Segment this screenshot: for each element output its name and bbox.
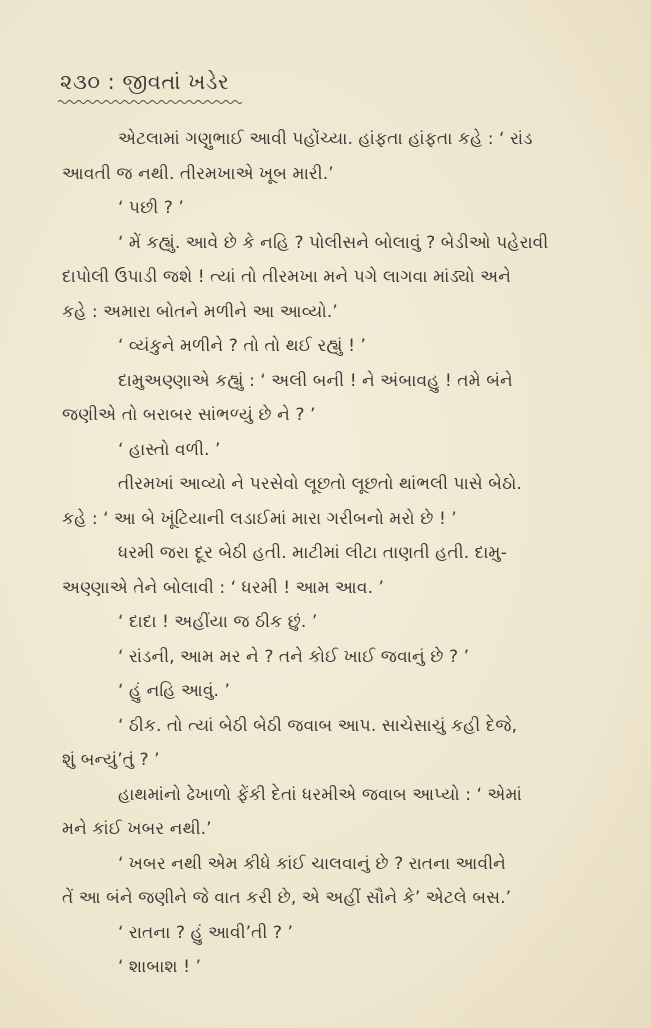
text-line: કહે : ‘ આ બે ખૂંટિયાની લડાઈમાં મારા ગરીબનો મરો છે ! ’	[62, 508, 457, 529]
text-line: ‘ વ્યંકુને મળીને ? તો તો થઈ રહ્યું ! ’	[118, 336, 366, 356]
text-line: અણ્ણાએ તેને બોલાવી : ‘ ધરમી ! આમ આવ. ’	[62, 577, 385, 598]
running-header	[60, 70, 229, 95]
text-line: ‘ શાબાશ ! ’	[118, 957, 201, 977]
text-line: શું બન્યું’તું ? ’	[62, 750, 160, 770]
text-line: ધરમી જરા દૂર બેઠી હતી. માટીમાં લીટા તાણતી હતી. દામુ-	[118, 543, 507, 563]
text-line: મને કાંઈ ખબર નથી.’	[62, 819, 212, 839]
text-line: ‘ ઠીક. તો ત્યાં બેઠી બેઠી જવાબ આપ. સાચેસાચું કહી દેજે,	[118, 715, 518, 736]
book-title: જીવતાં ખડેર	[122, 70, 230, 94]
text-line: દાપોલી ઉપાડી જશે ! ત્યાં તો તીરમખા મને પગે લાગવા માંડ્યો અને	[62, 267, 512, 287]
text-line: ‘ હાસ્તો વળી. ’	[118, 439, 221, 460]
text-line: તીરમખાં આવ્યો ને પરસેવો લૂછતો લૂછતો થાંભલી પાસે બેઠો.	[118, 474, 522, 494]
text-line: ‘ ખબર નથી એમ કીધે કાંઈ ચાલવાનું છે ? રાતના આવીને	[118, 853, 506, 874]
text-line: ‘ રાતના ? હું આવી’તી ? ’	[118, 922, 293, 943]
text-line: કહે : અમારા બોતને મળીને આ આવ્યો.’	[62, 301, 338, 322]
text-line: આવતી જ નથી. તીરમખાએ ખૂબ મારી.’	[62, 163, 334, 184]
body-text	[62, 124, 597, 987]
text-line: ‘ દાદા ! અહીંયા જ ઠીક છું. ’	[118, 612, 318, 632]
text-line: ‘ મેં કહ્યું. આવે છે કે નહિ ? પોલીસને બોલાવું ? બેડીઓ પહેરાવી	[118, 232, 549, 253]
header-underline-ornament	[58, 98, 243, 106]
text-line: ‘ પછી ? ’	[118, 198, 184, 218]
page-number: ૨૩૦	[60, 70, 101, 94]
text-line: દામુઅણ્ણાએ કહ્યું : ‘ અલી બની ! ને અંબાવહુ ! તમે બંને	[118, 370, 513, 391]
text-line: ‘ હું નહિ આવું. ’	[118, 681, 230, 701]
text-line: ‘ રાંડની, આમ મર ને ? તને કોઈ ખાઈ જવાનું છે ? ’	[118, 646, 470, 667]
header-separator: :	[100, 70, 123, 94]
text-line: એટલામાં ગણુભાઈ આવી પહોંચ્યા. હાંફતા હાંફતા કહે : ‘ રાંડ	[118, 129, 533, 149]
text-line: તેં આ બંને જણીને જે વાત કરી છે, એ અહીં સૌને કે’ એટલે બસ.’	[62, 888, 512, 908]
text-line: જણીએ તો બરાબર સાંભળ્યું છે ને ? ’	[62, 405, 316, 425]
text-line: હાથમાંનો ઢેખાળો ફેંકી દેતાં ધરમીએ જવાબ આપ્યો : ‘ એમાં	[118, 784, 522, 805]
